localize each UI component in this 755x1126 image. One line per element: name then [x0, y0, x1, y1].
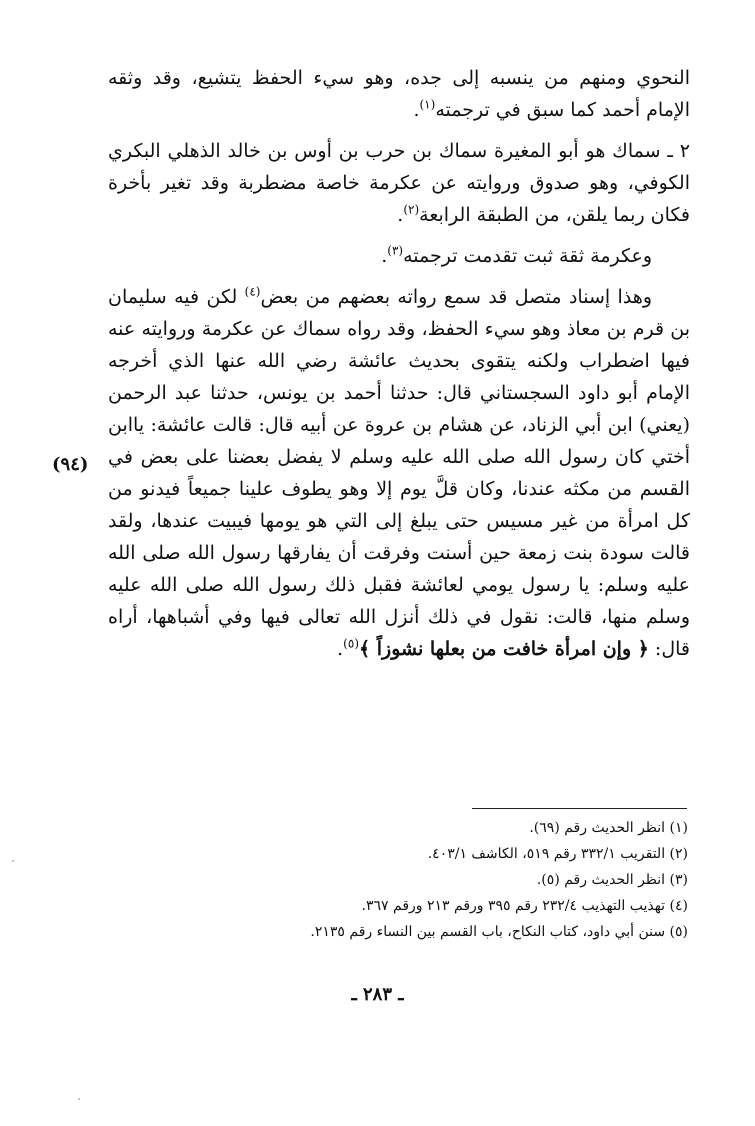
scan-speck: [12, 860, 14, 862]
footnote-3: (٣) انظر الحديث رقم (٥).: [536, 872, 688, 888]
paragraph-4: [108, 281, 690, 665]
paragraph-text: ٢ ـ سماك هو أبو المغيرة سماك بن حرب بن أوس بن خالد الذهلي البكري الكوفي، وهو صدوق وروايته عن عكرمة خاصة مضطربة وقد تغير بأخرة فكان ربما يلقن، من الطبقة الرابعة: [108, 140, 690, 226]
footnote-1: (١) انظر الحديث رقم (٦٩).: [529, 820, 688, 836]
paragraph-end: .: [413, 99, 420, 121]
paragraph-1: [108, 62, 690, 126]
footnotes: [200, 815, 688, 945]
paragraph-continuation: لكن فيه سليمان بن قرم بن معاذ وهو سيء الحفظ، وقد رواه سماك عن عكرمة وروايته عنه فيها اضطراب ولكنه يتقوى بحديث عائشة رضي الله عنها الذي أخرجه الإمام أبو داود السجستاني قال: حدثنا أحمد بن يونس، حدثنا عبد الرحمن (يعني) ابن أبي الزناد، عن هشام بن عروة عن أبيه قال: قالت عائشة: ياابن أختي كان رسول الله صلى الله عليه وسلم لا يفضل بعضنا على بعض في القسم من مكثه عندنا، وكان قلَّ يوم إلا وهو يطوف علينا جميعاً فيدنو من كل امرأة من غير مسيس حتى يبلغ إلى التي هو يومها فيبيت عندها، ولقد قالت سودة بنت زمعة حين أسنت وفرقت أن يفارقها رسول الله صلى الله عليه وسلم: يا رسول يومي لعائشة فقبل ذلك رسول الله صلى الله عليه وسلم منها، قالت: نقول في ذلك أنزل الله تعالى فيها وفي أشباهها، أراه قال:: [108, 286, 690, 660]
quran-quote: ﴿ وإن امرأة خافت من بعلها نشوزاً ﴾: [359, 638, 649, 660]
footnote-divider: [472, 808, 687, 809]
page-number: ـ ٢٨٣ ـ: [351, 984, 404, 1005]
footnote-2: (٢) التقريب ٣٣٢/١ رقم ٥١٩، الكاشف ٤٠٣/١.: [427, 846, 688, 862]
paragraph-2: [108, 135, 690, 231]
paragraph-end: .: [381, 245, 388, 267]
paragraph-text: وعكرمة ثقة ثبت تقدمت ترجمته: [403, 245, 652, 267]
paragraph-text: وهذا إسناد متصل قد سمع رواته بعضهم من بعض: [260, 286, 652, 308]
hadith-number-marker: (٩٤): [52, 454, 89, 475]
footnote-ref-2: (٢): [403, 202, 420, 217]
scan-speck: [78, 1098, 80, 1100]
footnote-4: (٤) تهذيب التهذيب ٢٣٢/٤ رقم ٣٩٥ ورقم ٢١٣ ورقم ٣٦٧.: [361, 898, 688, 914]
paragraph-end: .: [337, 638, 344, 660]
footnote-ref-4: (٤): [244, 284, 261, 299]
footnote-5: (٥) سنن أبي داود، كتاب النكاح، باب القسم بين النساء رقم ٢١٣٥.: [310, 924, 688, 940]
footnote-ref-5: (٥): [343, 636, 359, 651]
footnote-ref-1: (١): [419, 97, 436, 112]
paragraph-end: .: [397, 204, 404, 226]
main-text: [108, 62, 690, 665]
paragraph-3: [108, 240, 690, 272]
paragraph-text: النحوي ومنهم من ينسبه إلى جده، وهو سيء الحفظ يتشيع، وقد وثقه الإمام أحمد كما سبق في ترجمته: [108, 67, 690, 121]
footnote-ref-3: (٣): [387, 243, 404, 258]
